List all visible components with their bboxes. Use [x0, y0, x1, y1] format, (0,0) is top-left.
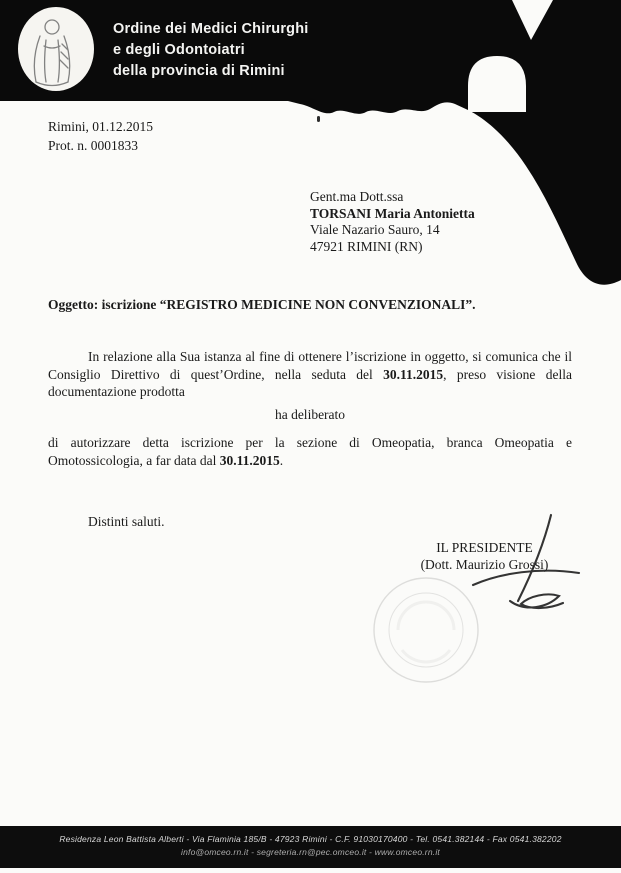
org-name-line2: e degli Odontoiatri — [113, 42, 245, 58]
recipient-block — [310, 189, 475, 255]
footer-contacts-line: info@omceo.rn.it - segreteria.rn@pec.omceo.it - www.omceo.rn.it — [181, 847, 440, 857]
date-protocol-block — [48, 117, 153, 155]
recipient-street: Viale Nazario Sauro, 14 — [310, 222, 440, 237]
subject-pre: iscrizione — [98, 297, 160, 312]
letter-body — [48, 348, 572, 469]
footer-address-line: Residenza Leon Battista Alberti - Via Flaminia 185/B - 47923 Rimini - C.F. 91030170400 - Tel. 0541.382144 - Fax 0541.382202 — [59, 834, 562, 844]
subject-value: “REGISTRO MEDICINE NON CONVENZIONALI”. — [159, 297, 476, 312]
recipient-name: TORSANI Maria Antonietta — [310, 205, 475, 221]
body-paragraph-1 — [48, 348, 572, 401]
body-p1-text-a: In relazione alla Sua istanza al fine di ottenere l’iscrizione in oggetto, si comunica che il Consiglio Direttivo di quest’Ordine, nella seduta del — [48, 349, 572, 382]
body-paragraph-2 — [48, 434, 572, 469]
faint-round-stamp — [368, 572, 484, 688]
place-date: Rimini, 01.12.2015 — [48, 119, 154, 134]
body-p2-text-a: di autorizzare detta iscrizione per la sezione di Omeopatia, branca Omeopatia e Omotossicologia, a far data dal — [48, 435, 572, 468]
recipient-city: 47921 RIMINI (RN) — [310, 238, 423, 254]
president-title: IL PRESIDENTE — [436, 540, 533, 555]
body-p1-date: 30.11.2015 — [383, 366, 444, 382]
org-name-line3: della provincia di Rimini — [113, 63, 285, 79]
castle-arch-cutout — [468, 56, 526, 112]
subject-line — [48, 297, 476, 313]
body-p1-text-b: , preso visione della documentazione prodotta — [48, 366, 572, 399]
org-name-block — [113, 19, 309, 82]
footer-band — [0, 826, 621, 868]
president-name: (Dott. Maurizio Grossi) — [420, 556, 549, 572]
body-p2-date: 30.11.2015 — [219, 452, 280, 468]
scan-artifact-speck — [317, 116, 320, 122]
closing-salutation: Distinti saluti. — [88, 514, 165, 529]
order-emblem-logo — [18, 7, 94, 91]
subject-label: Oggetto: — [48, 297, 99, 312]
org-name-line1: Ordine dei Medici Chirurghi — [113, 21, 309, 37]
body-p2-text-b: . — [279, 452, 284, 468]
recipient-salutation: Gent.ma Dott.ssa — [310, 189, 404, 204]
protocol-number: Prot. n. 0001833 — [48, 138, 139, 153]
deliberation-line: ha deliberato — [274, 406, 346, 422]
